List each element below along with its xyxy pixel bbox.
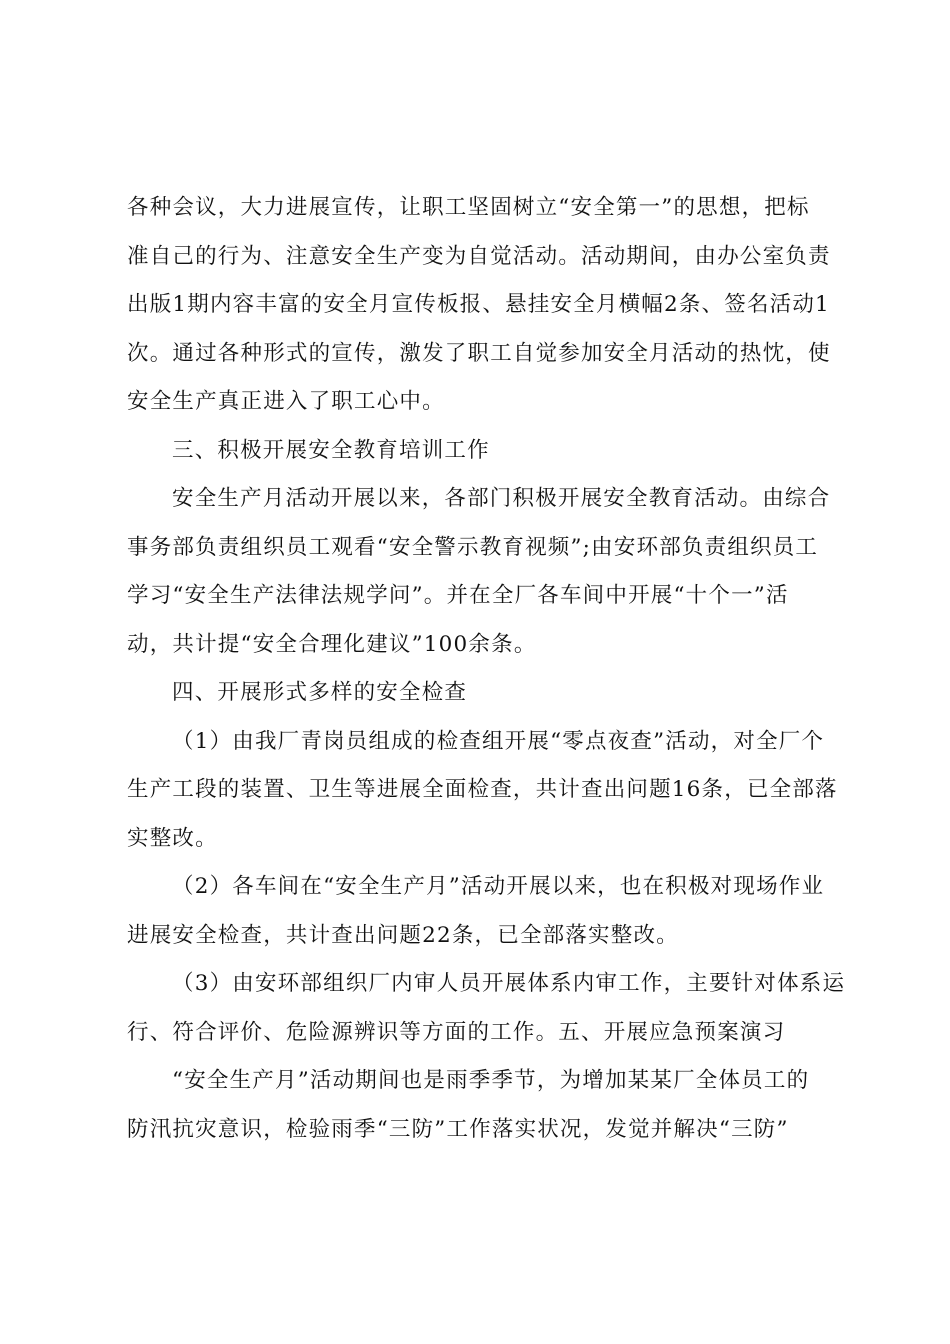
section-heading: 三、积极开展安全教育培训工作 [172, 437, 490, 463]
text-line: 生产工段的装置、卫生等进展全面检查，共计查出问题16条，已全部落 [127, 777, 838, 802]
text-line: 安全生产月活动开展以来，各部门积极开展安全教育活动。由综合 [172, 486, 831, 511]
document-body [127, 184, 846, 1154]
text-line: 进展安全检查，共计查出问题22条，已全部落实整改。 [127, 922, 679, 948]
text-line: 各种会议，大力进展宣传，让职工坚固树立“安全第一”的思想，把标 [127, 195, 810, 220]
text-line: 出版1期内容丰富的安全月宣传板报、悬挂安全月横幅2条、签名活动1 [127, 292, 830, 317]
text-line: 学习“安全生产法律法规学问”。并在全厂各车间中开展“十个一”活 [127, 583, 789, 608]
text-line: 防汛抗灾意识，检验雨季“三防”工作落实状况，发觉并解决“三防” [127, 1116, 789, 1142]
text-line: 准自己的行为、注意安全生产变为自觉活动。活动期间，由办公室负责 [127, 243, 831, 269]
section-heading: 四、开展形式多样的安全检查 [172, 680, 468, 705]
text-line: 行、符合评价、危险源辨识等方面的工作。五、开展应急预案演习 [127, 1019, 786, 1045]
text-line: 次。通过各种形式的宣传，激发了职工自觉参加安全月活动的热忱，使 [127, 340, 831, 366]
text-line: “安全生产月”活动期间也是雨季季节，为增加某某厂全体员工的 [172, 1068, 810, 1093]
text-line: （2）各车间在“安全生产月”活动开展以来，也在积极对现场作业 [172, 874, 825, 899]
text-line: 实整改。 [127, 825, 218, 851]
text-line: 动，共计提“安全合理化建议”100余条。 [127, 631, 537, 657]
text-line: 安全生产真正进入了职工心中。 [127, 389, 445, 414]
text-line: （1）由我厂青岗员组成的检查组开展“零点夜查”活动，对全厂个 [172, 728, 825, 754]
text-line: 事务部负责组织员工观看“安全警示教育视频”;由安环部负责组织员工 [127, 534, 819, 560]
text-line: （3）由安环部组织厂内审人员开展体系内审工作，主要针对体系运 [172, 971, 846, 996]
